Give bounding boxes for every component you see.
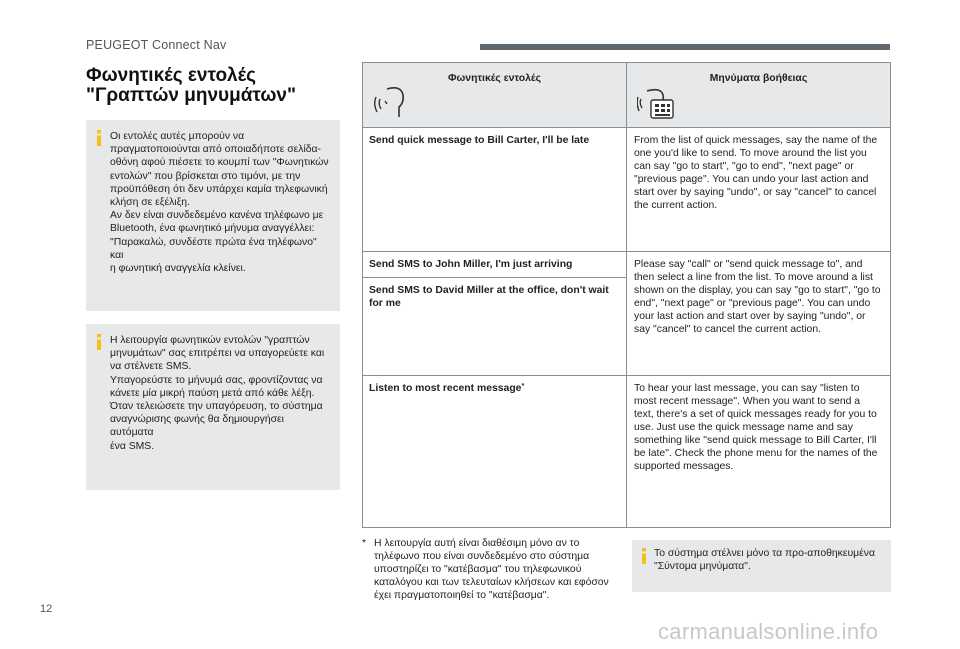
table-row [363,251,890,375]
header-brand: PEUGEOT Connect Nav [86,38,227,52]
info-icon [93,334,105,350]
table-row [363,127,890,251]
info-box-text: Η λειτουργία φωνητικών εντολών "γραπτών μηνυμάτων" σας επιτρέπει να υπαγορεύετε και να στέλνετε SMS. Υπαγορεύστε το μήνυμά σας, φροντίζοντας να κάνετε μία μικρή παύση μετά από κάθε λέξη. Όταν τελειώσετε την υπαγόρευση, το σύστημα αναγνώρισης φωνής θα δημιουργήσει αυτόματα ένα SMS. [110,335,325,452]
table-row [363,375,890,527]
footnote-mark: * [521,383,525,390]
table-cell-command [363,376,627,527]
table-header-label: Μηνύματα βοήθειας [709,73,808,84]
table-cell-command: Send SMS to David Miller at the office, don't wait for me [363,277,627,376]
help-screen-icon [637,81,677,121]
info-icon [638,548,650,564]
info-icon [93,130,105,146]
page-title-line2: "Γραπτών μηνυμάτων" [86,85,296,106]
info-box-voice-commands [86,120,340,311]
footnote-mark: * [362,538,367,549]
voice-commands-table [362,62,891,528]
page-number: 12 [40,603,53,615]
table-cell-help: From the list of quick messages, say the name of the one you'd like to send. To move around the list you can say "go to start", "go to end", "next page" or "previous page". You can undo your last action and start over by saying "undo", or say "cancel" to cancel the current action. [634,135,878,211]
table-cell-help: Please say "call" or "send quick message to", and then select a line from the list. To move around a list shown on the display, you can say "go to start", "go to end", "next page" or "previous page". You can undo your last action and start over by saying "undo", or say "cancel" to cancel the current action. [634,259,881,335]
info-box-sms-dictation [86,324,340,490]
watermark: carmanualsonline.info [658,619,879,644]
page-title [86,66,346,106]
footnote-text: Η λειτουργία αυτή είναι διαθέσιμη μόνο αν το τηλέφωνο που είναι συνδεδεμένο στο σύστημα υποστηρίζει το "κατέβασμα" του τηλεφωνικού καταλόγου και των τελευταίων κλήσεων και εφόσον έχει πραγματοποιηθεί το "κατέβασμα". [374,538,609,601]
table-cell-command: Send quick message to Bill Carter, I'll be late [363,128,627,251]
table-header-label: Φωνητικές εντολές [447,73,541,84]
command-text: Listen to most recent message [369,383,522,394]
table-header-commands [363,63,627,127]
voice-command-icon [373,81,413,121]
note-text: Το σύστημα στέλνει μόνο τα προ-αποθηκευμένα "Σύντομα μηνύματα". [654,548,876,572]
info-box-text: Οι εντολές αυτές μπορούν να πραγματοποιούνται από οποιαδήποτε σελίδα- οθόνη αφού πιέσετε το κουμπί των "Φωνητικών εντολών" που βρίσκεται στο τιμόνι, με την προϋπόθεση ότι δεν υπάρχει καμία τηλεφωνική κλήση σε εξέλιξη. Αν δεν είναι συνδεδεμένο κανένα τηλέφωνο με Bluetooth, ένα φωνητικό μήνυμα αναγγέλλει: "Παρακαλώ, συνδέστε πρώτα ένα τηλέφωνο" και η φωνητική αναγγελία κλείνει. [110,131,329,275]
header-bar [480,44,890,50]
table-cell-help: To hear your last message, you can say "listen to most recent message". When you want to send a text, there's a set of quick messages ready for you to use. Just use the quick message name and say something like "send quick message to Bill Carter, I'll be late". Check the phone menu for the names of the supported messages. [634,383,878,472]
footnote [362,537,624,602]
note-box [632,540,891,592]
page-title-line1: Φωνητικές εντολές [86,65,257,86]
table-header-help [627,63,890,127]
table-cell-command: Send SMS to John Miller, I'm just arriving [363,252,627,277]
